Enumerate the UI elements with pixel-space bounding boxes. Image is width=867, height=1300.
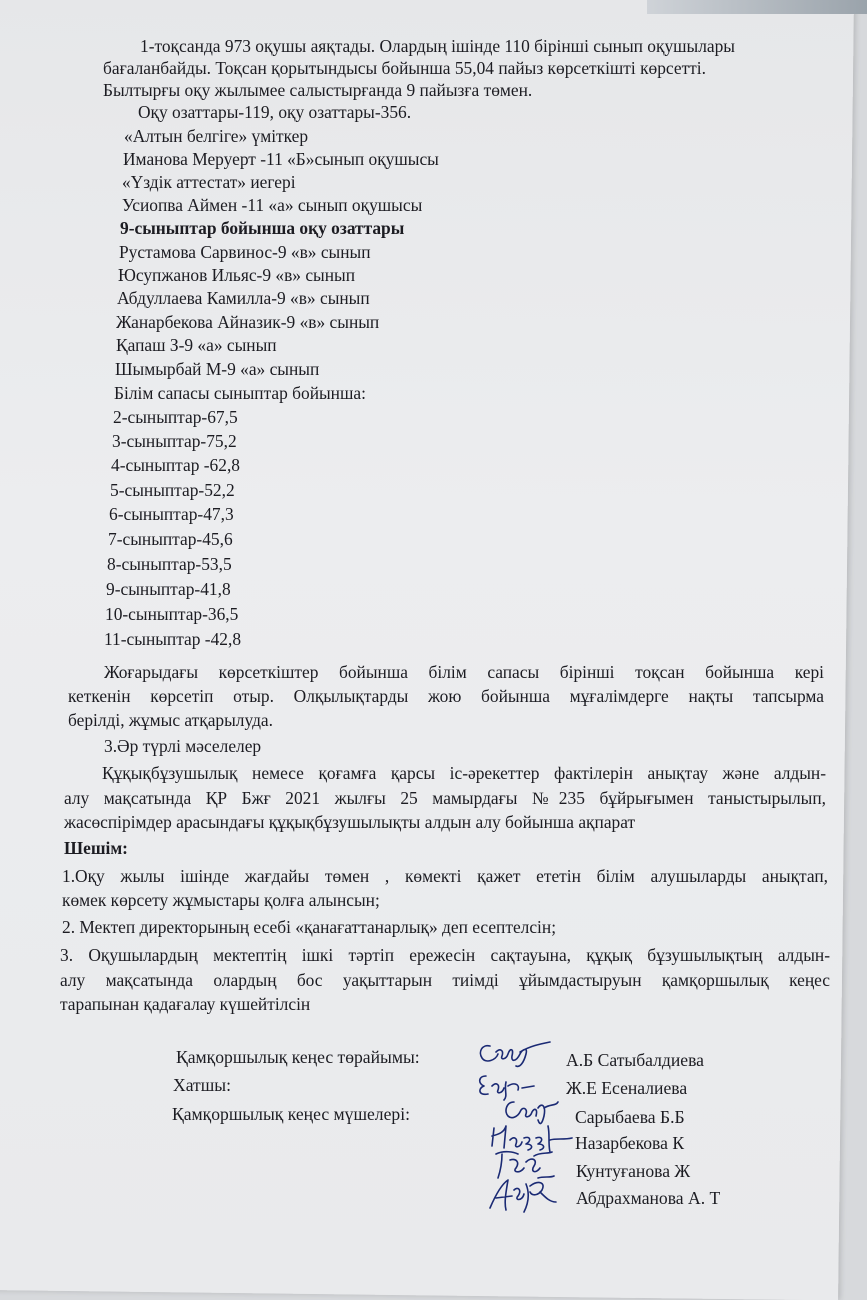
quality-item: 7-сыныптар-45,6 (108, 529, 233, 549)
secretary-name: Ж.Е Есеналиева (566, 1078, 688, 1098)
quality-item: 11-сыныптар -42,8 (104, 629, 242, 649)
award-line: Усиопва Аймен -11 «а» сынып оқушысы (122, 195, 423, 215)
member-name: Сарыбаева Б.Б (575, 1107, 685, 1127)
members-label: Қамқоршылық кеңес мүшелері: (172, 1104, 410, 1124)
quality-item: 3-сыныптар-75,2 (112, 431, 237, 451)
section3-title: 3.Әр түрлі мәселелер (104, 736, 262, 756)
grade9-heading: 9-сыныптар бойынша оқу озаттары (120, 218, 405, 238)
member-signature (484, 1172, 564, 1218)
chair-name: А.Б Сатыбалдиева (566, 1050, 704, 1070)
quality-item: 5-сыныптар-52,2 (110, 480, 235, 500)
quality-item: 2-сыныптар-67,5 (113, 407, 238, 427)
conclusion-line-2: кеткенін көрсетіп отыр. Олқылықтарды жою бойынша мұғалімдерге нақты тапсырма (68, 686, 824, 706)
intro-line-4: Оқу озаттары-119, оқу озаттары-356. (138, 102, 412, 122)
student-line: Шымырбай М-9 «а» сынып (115, 359, 320, 379)
quality-item: 10-сыныптар-36,5 (105, 604, 239, 624)
member-name: Кунтуғанова Ж (576, 1161, 691, 1181)
student-line: Юсупжанов Ильяс-9 «в» сынып (118, 265, 356, 285)
award-line: «Үздік аттестат» иегері (122, 172, 296, 192)
decision-2: 2. Мектеп директорының есебі «қанағаттанарлық» деп есептелсін; (62, 917, 557, 937)
decision-1-line-2: көмек көрсету жұмыстары қолға алынсын; (62, 890, 380, 910)
section3-line-3: жасөспірімдер арасындағы құқықбұзушылықты алдын алу бойынша ақпарат (64, 812, 636, 832)
section3-line-1: Құқықбұзушылық немесе қоғамға қарсы іс-әрекеттер фактілерін анықтау және алдын- (102, 763, 826, 783)
decision-3-line-2: алу мақсатында олардың бос уақыттарын тиімді ұйымдастыруын қамқоршылық кеңес (60, 970, 830, 990)
quality-item: 6-сыныптар-47,3 (109, 504, 234, 524)
decision-1-line-1: 1.Оқу жылы ішінде жағдайы төмен , көмекті қажет ететін білім алушыларды анықтап, (62, 866, 828, 886)
decision-3-line-3: тарапынан қадағалау күшейтілсін (60, 994, 311, 1014)
chair-label: Қамқоршылық кеңес төрайымы: (176, 1047, 420, 1067)
award-line: «Алтын белгіге» үміткер (124, 126, 309, 146)
student-line: Абдуллаева Камилла-9 «в» сынып (117, 288, 370, 308)
student-line: Жанарбекова Айназик-9 «в» сынып (116, 312, 380, 332)
chair-signature (476, 1036, 556, 1072)
intro-line-2: бағаланбайды. Тоқсан қорытындысы бойынша 55,04 пайыз көрсеткішті көрсетті. (103, 58, 706, 78)
conclusion-line-3: берілді, жұмыс атқарылуда. (68, 710, 273, 730)
intro-line-1: 1-тоқсанда 973 оқушы аяқтады. Олардың ішінде 110 бірінші сынып оқушылары (140, 36, 735, 56)
member-name: Абдрахманова А. Т (576, 1188, 721, 1208)
secretary-label: Хатшы: (173, 1075, 232, 1095)
quality-item: 4-сыныптар -62,8 (111, 455, 240, 475)
quality-heading: Білім сапасы сыныптар бойынша: (114, 383, 366, 403)
student-line: Рустамова Сарвинос-9 «в» сынып (119, 242, 371, 262)
intro-line-3: Былтырғы оқу жылымее салыстырғанда 9 пайызға төмен. (103, 80, 533, 100)
section3-line-2: алу мақсатында ҚР Бжғ 2021 жылғы 25 мамырдағы №235 бұйрығымен таныстырылып, (64, 788, 826, 808)
student-line: Қапаш З-9 «а» сынып (116, 335, 277, 355)
conclusion-line-1: Жоғарыдағы көрсеткіштер бойынша білім сапасы бірінші тоқсан бойынша кері (104, 662, 824, 682)
award-line: Иманова Меруерт -11 «Б»сынып оқушысы (123, 149, 439, 169)
quality-item: 8-сыныптар-53,5 (107, 554, 232, 574)
decision-3-line-1: 3. Оқушылардың мектептің ішкі тәртіп ережесін сақтауына, құқық бұзушылықтың алдын- (60, 945, 830, 965)
quality-item: 9-сыныптар-41,8 (106, 579, 231, 599)
decision-heading: Шешім: (64, 838, 128, 858)
member-name: Назарбекова К (575, 1133, 685, 1153)
